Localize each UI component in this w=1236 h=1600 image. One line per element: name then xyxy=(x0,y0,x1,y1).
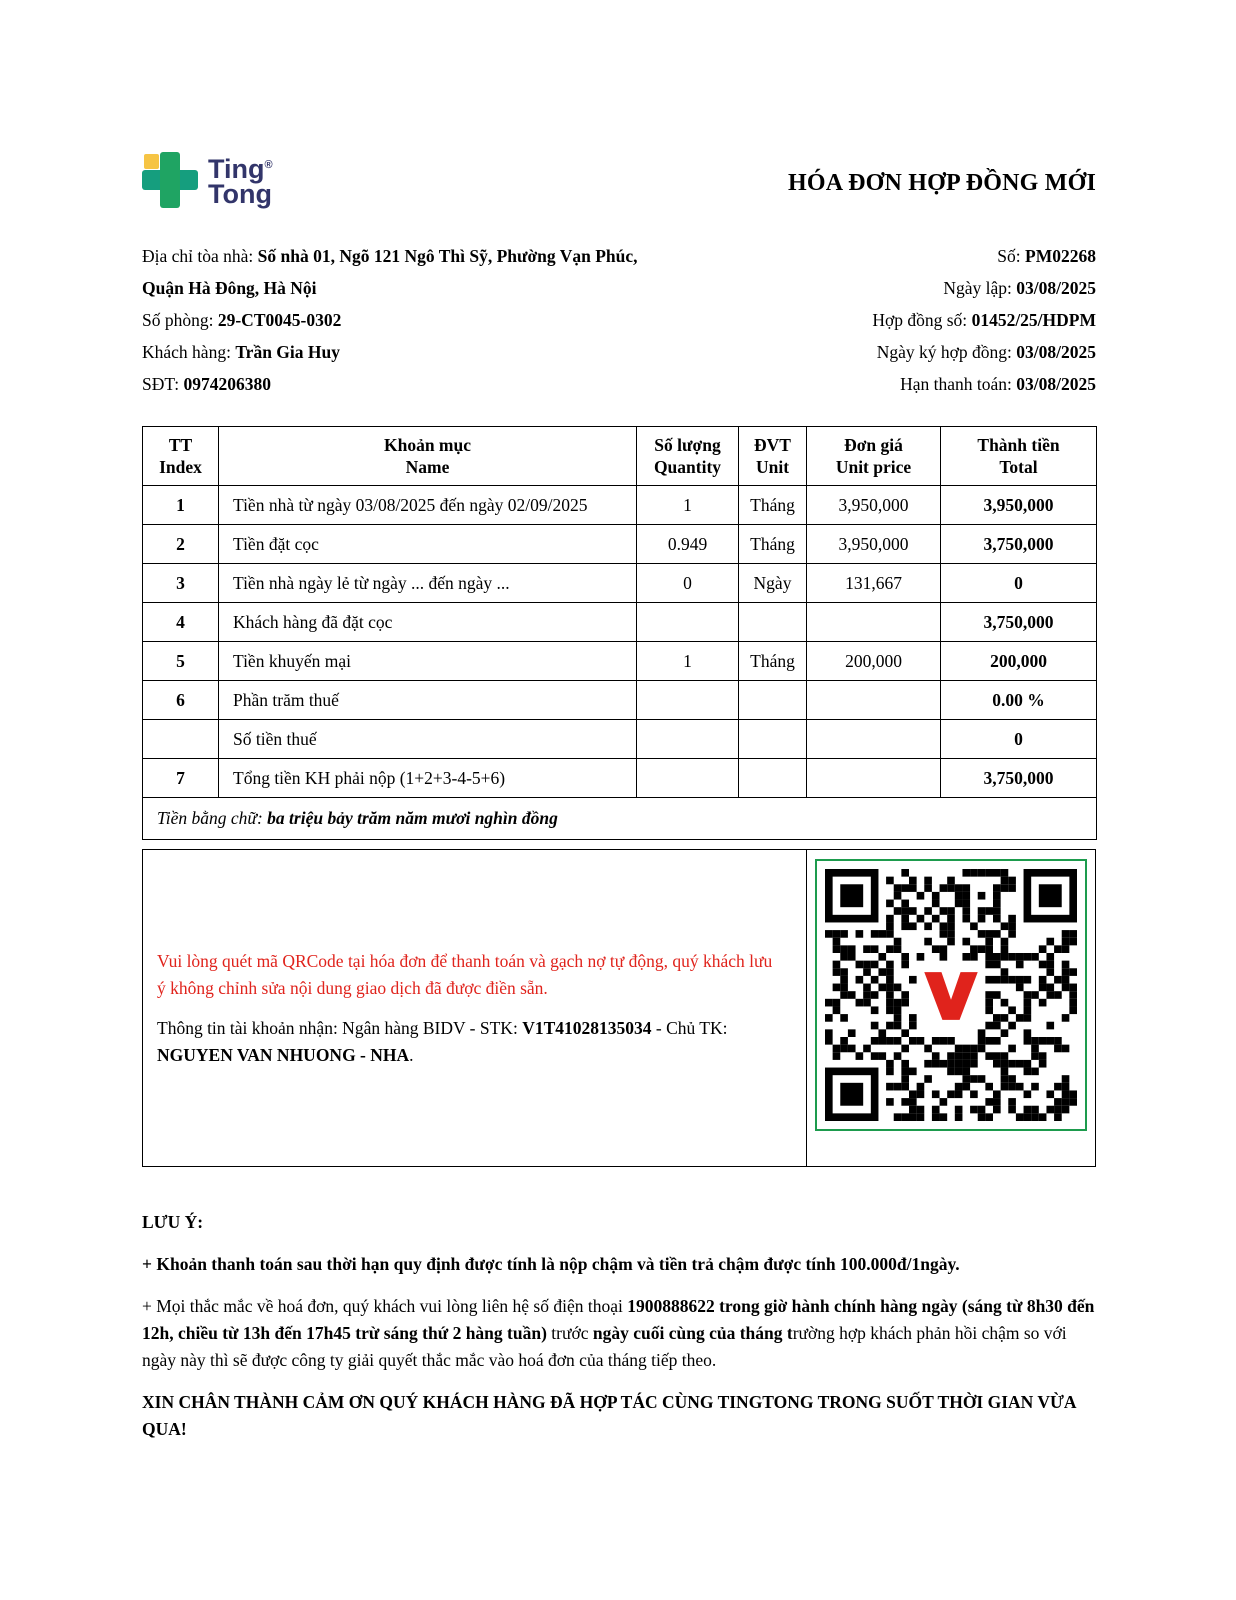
qr-code xyxy=(825,869,1077,1121)
cell-quantity xyxy=(637,681,739,720)
invoice-number-value: PM02268 xyxy=(1025,246,1096,266)
table-row xyxy=(143,720,1097,759)
cell-unit: Tháng xyxy=(739,525,807,564)
issue-date-value: 03/08/2025 xyxy=(1016,278,1096,298)
cell-unit xyxy=(739,720,807,759)
cell-name: Tiền nhà ngày lẻ từ ngày ... đến ngày ... xyxy=(219,564,637,603)
invoice-info xyxy=(142,240,1096,400)
building-address-line: Địa chỉ tòa nhà: Số nhà 01, Ngõ 121 Ngô Thì Sỹ, Phường Vạn Phúc, Quận Hà Đông, Hà Nội xyxy=(142,246,638,298)
cell-index: 4 xyxy=(143,603,219,642)
table-row xyxy=(143,642,1097,681)
payment-section xyxy=(142,849,1096,1167)
cell-name: Phần trăm thuế xyxy=(219,681,637,720)
late-payment-note: + Khoản thanh toán sau thời hạn quy định được tính là nộp chậm và tiền trả chậm được tính 100.000đ/1ngày. xyxy=(142,1254,960,1274)
qr-payment-warning: Vui lòng quét mã QRCode tại hóa đơn để thanh toán và gạch nợ tự động, quý khách lưu ý không chỉnh sửa nội dung giao dịch đã được điền sẵn. xyxy=(157,950,773,998)
cell-index: 2 xyxy=(143,525,219,564)
cell-unit-price: 200,000 xyxy=(807,642,941,681)
hotline-note: + Mọi thắc mắc về hoá đơn, quý khách vui lòng liên hệ số điện thoại 1900888622 trong giờ hành chính hàng ngày (sáng từ 8h30 đến 12h, chiều từ 13h đến 17h45 trừ sáng thứ 2 hàng tuần) trước ngày cuối cùng của tháng trường hợp khách phản hồi chậm so với ngày này thì sẽ được công ty giải quyết thắc mắc vào hoá đơn của tháng tiếp theo. xyxy=(142,1296,1095,1370)
payment-due-line: Hạn thanh toán: 03/08/2025 xyxy=(900,374,1096,394)
cell-unit-price xyxy=(807,603,941,642)
contract-sign-date-value: 03/08/2025 xyxy=(1016,342,1096,362)
cell-total: 3,950,000 xyxy=(941,486,1097,525)
cell-unit-price xyxy=(807,759,941,798)
cell-total: 3,750,000 xyxy=(941,525,1097,564)
cell-index: 7 xyxy=(143,759,219,798)
customer-name-value: Trần Gia Huy xyxy=(235,342,341,362)
notes-section xyxy=(142,1209,1096,1443)
qr-area xyxy=(807,850,1095,1166)
payment-due-value: 03/08/2025 xyxy=(1016,374,1096,394)
cell-total: 200,000 xyxy=(941,642,1097,681)
issue-date-line: Ngày lập: 03/08/2025 xyxy=(943,278,1096,298)
document-title: HÓA ĐƠN HỢP ĐỒNG MỚI xyxy=(787,170,1096,196)
customer-name-line: Khách hàng: Trần Gia Huy xyxy=(142,342,341,362)
cell-name: Tiền đặt cọc xyxy=(219,525,637,564)
cell-unit: Tháng xyxy=(739,642,807,681)
invoice-table xyxy=(142,426,1097,840)
cell-name: Tiền khuyến mại xyxy=(219,642,637,681)
cell-name: Số tiền thuế xyxy=(219,720,637,759)
logo-word-tong: Tong xyxy=(208,179,272,209)
logo-vertical-bar xyxy=(160,152,180,208)
cell-total: 0 xyxy=(941,564,1097,603)
logo-word-ting: Ting® xyxy=(208,154,273,184)
tingtong-logo-icon xyxy=(142,152,198,208)
cell-unit-price: 131,667 xyxy=(807,564,941,603)
thank-you-note: XIN CHÂN THÀNH CẢM ƠN QUÝ KHÁCH HÀNG ĐÃ HỢP TÁC CÙNG TINGTONG TRONG SUỐT THỜI GIAN VỪA QUA! xyxy=(142,1392,1076,1439)
cell-quantity: 0.949 xyxy=(637,525,739,564)
notes-heading: LƯU Ý: xyxy=(142,1212,204,1232)
building-address-value: Số nhà 01, Ngõ 121 Ngô Thì Sỹ, Phường Vạn Phúc, Quận Hà Đông, Hà Nội xyxy=(142,246,638,298)
col-header-total: Thành tiền Total xyxy=(941,427,1097,486)
invoice-meta xyxy=(642,240,1096,400)
cell-total: 3,750,000 xyxy=(941,759,1097,798)
header xyxy=(142,152,1096,208)
cell-unit-price xyxy=(807,720,941,759)
amount-in-words-row xyxy=(143,798,1097,840)
room-number-value: 29-CT0045-0302 xyxy=(217,310,342,330)
cell-unit-price: 3,950,000 xyxy=(807,525,941,564)
cell-unit-price xyxy=(807,681,941,720)
col-header-name: Khoản mục Name xyxy=(219,427,637,486)
cell-unit xyxy=(739,759,807,798)
cell-index: 1 xyxy=(143,486,219,525)
table-row xyxy=(143,564,1097,603)
table-row xyxy=(143,603,1097,642)
table-row xyxy=(143,681,1097,720)
cell-index xyxy=(143,720,219,759)
invoice-table-header xyxy=(143,427,1097,486)
tingtong-logo xyxy=(142,152,273,208)
cell-index: 6 xyxy=(143,681,219,720)
cell-quantity: 0 xyxy=(637,564,739,603)
col-header-unit: ĐVT Unit xyxy=(739,427,807,486)
invoice-number-line: Số: PM02268 xyxy=(997,246,1096,266)
contract-number-value: 01452/25/HDPM xyxy=(971,310,1096,330)
cell-quantity: 1 xyxy=(637,642,739,681)
cell-quantity xyxy=(637,720,739,759)
cell-total: 0 xyxy=(941,720,1097,759)
table-row xyxy=(143,759,1097,798)
table-row xyxy=(143,525,1097,564)
phone-line: SĐT: 0974206380 xyxy=(142,374,271,394)
cell-unit-price: 3,950,000 xyxy=(807,486,941,525)
registered-mark: ® xyxy=(264,159,273,171)
cell-total: 3,750,000 xyxy=(941,603,1097,642)
phone-value: 0974206380 xyxy=(183,374,271,394)
cell-index: 3 xyxy=(143,564,219,603)
logo-yellow-square xyxy=(144,154,159,169)
qr-code-frame xyxy=(815,859,1087,1131)
cell-unit xyxy=(739,603,807,642)
cell-quantity xyxy=(637,603,739,642)
cell-index: 5 xyxy=(143,642,219,681)
logo-wordmark xyxy=(208,153,273,207)
cell-unit: Tháng xyxy=(739,486,807,525)
amount-in-words-value: ba triệu bảy trăm năm mươi nghìn đồng xyxy=(267,808,558,828)
cell-unit: Ngày xyxy=(739,564,807,603)
cell-quantity: 1 xyxy=(637,486,739,525)
payment-instructions xyxy=(143,850,807,1166)
contract-number-line: Hợp đồng số: 01452/25/HDPM xyxy=(872,310,1096,330)
cell-unit xyxy=(739,681,807,720)
cell-quantity xyxy=(637,759,739,798)
col-header-quantity: Số lượng Quantity xyxy=(637,427,739,486)
customer-info xyxy=(142,240,642,400)
cell-name: Khách hàng đã đặt cọc xyxy=(219,603,637,642)
col-header-unit-price: Đơn giá Unit price xyxy=(807,427,941,486)
table-row xyxy=(143,486,1097,525)
cell-name: Tổng tiền KH phải nộp (1+2+3-4-5+6) xyxy=(219,759,637,798)
bank-account-info: Thông tin tài khoản nhận: Ngân hàng BIDV - STK: V1T41028135034 - Chủ TK: NGUYEN VAN NHUONG - NHA. xyxy=(157,1017,728,1065)
col-header-index: TT Index xyxy=(143,427,219,486)
room-number-line: Số phòng: 29-CT0045-0302 xyxy=(142,310,342,330)
amount-in-words: Tiền bằng chữ: ba triệu bảy trăm năm mươi nghìn đồng xyxy=(143,798,1097,840)
cell-name: Tiền nhà từ ngày 03/08/2025 đến ngày 02/09/2025 xyxy=(219,486,637,525)
contract-sign-date-line: Ngày ký hợp đồng: 03/08/2025 xyxy=(876,342,1096,362)
cell-total: 0.00 % xyxy=(941,681,1097,720)
